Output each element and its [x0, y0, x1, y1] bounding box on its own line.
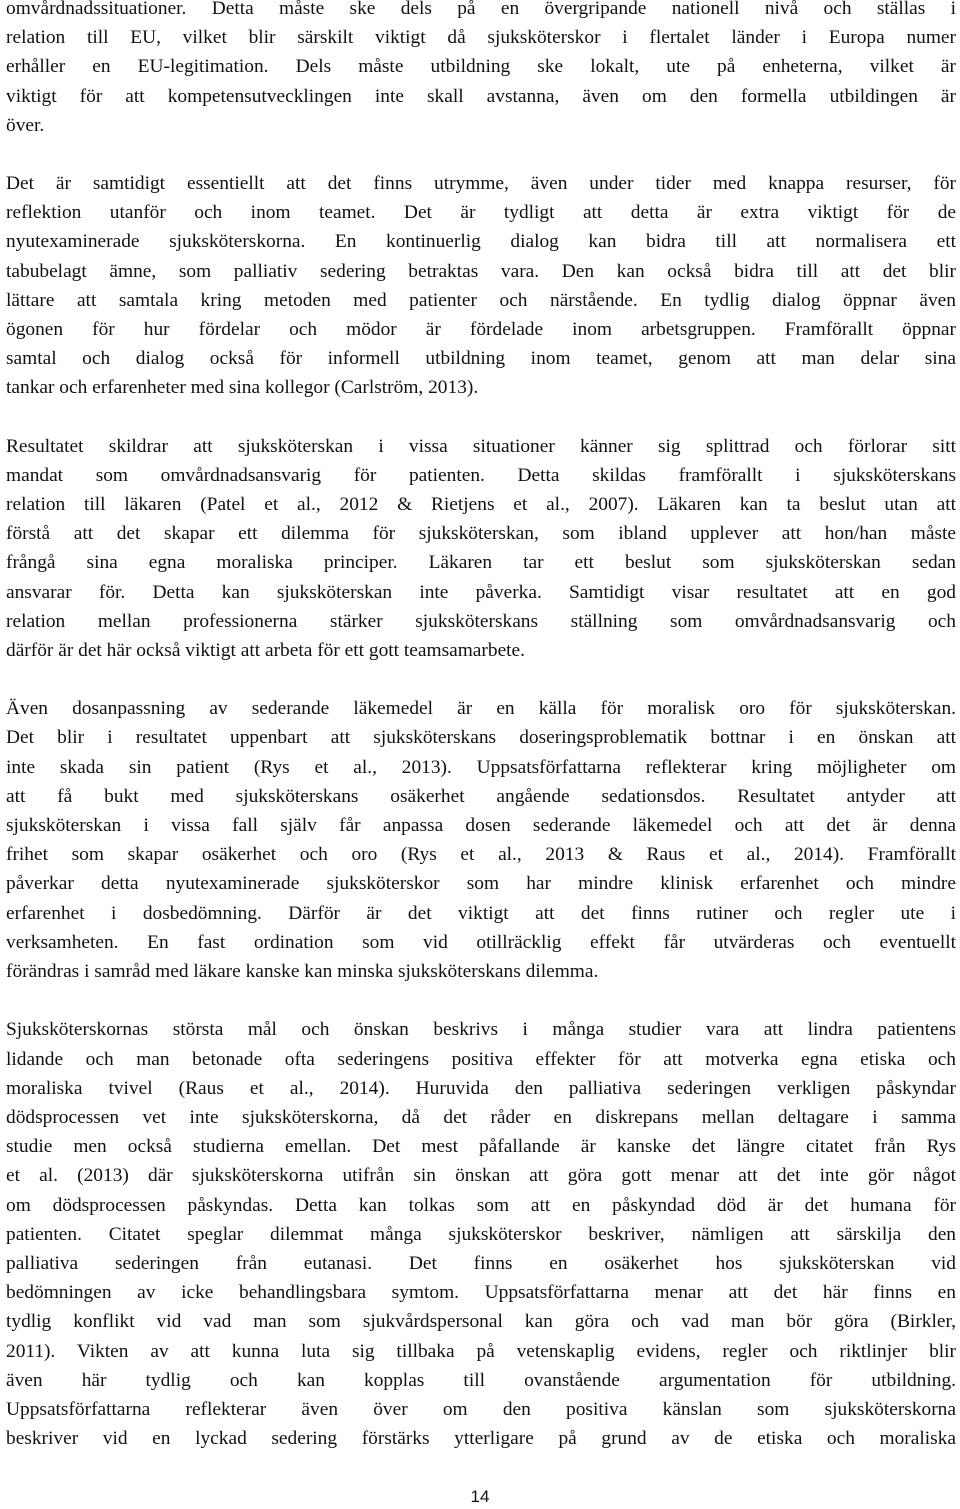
text-line: Även dosanpassning av sederande läkemedel är en källa för moralisk oro för sjuksköterskan. — [6, 698, 956, 720]
paragraph — [6, 169, 956, 403]
text-line: beskriver vid en lyckad sedering förstärks ytterligare på grund av de etiska och moraliska — [6, 1428, 956, 1450]
text-line: om dödsprocessen påskyndas. Detta kan tolkas som att en påskyndad död är det humana för — [6, 1194, 956, 1216]
text-line: bedömningen av icke behandlingsbara symtom. Uppsatsförfattarna menar att det här finns en — [6, 1282, 956, 1304]
body-text — [6, 0, 956, 1453]
text-line: nyutexaminerade sjuksköterskorna. En kontinuerlig dialog kan bidra till att normalisera ett — [6, 231, 956, 253]
page-number: 14 — [470, 1487, 490, 1506]
text-line: frihet som skapar osäkerhet och oro (Rys et al., 2013 & Raus et al., 2014). Framförallt — [6, 844, 956, 866]
text-line: Resultatet skildrar att sjuksköterskan i vissa situationer känner sig splittrad och förlorar sitt — [6, 435, 956, 457]
paragraph-gap — [6, 403, 956, 432]
text-line: erhåller en EU-legitimation. Dels måste utbildning ske lokalt, ute på enheterna, vilket är — [6, 56, 956, 78]
text-line: Det är samtidigt essentiellt att det finns utrymme, även under tider med knappa resurser, för — [6, 173, 956, 195]
text-line: viktigt för att kompetensutvecklingen inte skall avstanna, även om den formella utbildingen är — [6, 85, 956, 107]
text-line: dödsprocessen vet inte sjuksköterskorna, då det råder en diskrepans mellan deltagare i samma — [6, 1106, 956, 1128]
text-line: relation mellan professionerna stärker sjuksköterskans ställning som omvårdnadsansvarig och — [6, 610, 956, 632]
text-line: Det blir i resultatet uppenbart att sjuksköterskans doseringsproblematik bottnar i en önskan att — [6, 727, 956, 749]
text-line: palliativa sederingen från eutanasi. Det finns en osäkerhet hos sjuksköterskan vid — [6, 1252, 956, 1274]
text-line: även här tydlig och kan kopplas till ovanstående argumentation för utbildning. — [6, 1369, 956, 1391]
text-line: ansvarar för. Detta kan sjuksköterskan inte påverka. Samtidigt visar resultatet att en god — [6, 581, 956, 603]
text-line: studie men också studierna emellan. Det mest påfallande är kanske det längre citatet från Rys — [6, 1136, 956, 1158]
text-line: mandat som omvårdnadsansvarig för patienten. Detta skildas framförallt i sjuksköterskans — [6, 464, 956, 486]
text-line: moraliska tvivel (Raus et al., 2014). Huruvida den palliativa sederingen verkligen påskyndar — [6, 1077, 956, 1099]
text-line: ögonen för hur fördelar och mödor är fördelade inom arbetsgruppen. Framförallt öppnar — [6, 319, 956, 341]
text-line: förstå att det skapar ett dilemma för sjuksköterskan, som ibland upplever att hon/han måste — [6, 523, 956, 545]
text-line: reflektion utanför och inom teamet. Det är tydligt att detta är extra viktigt för de — [6, 202, 956, 224]
text-line: tankar och erfarenheter med sina kollegor (Carlström, 2013). — [6, 377, 479, 399]
text-line: tydlig konflikt vid vad man som sjukvårdspersonal kan göra och vad man bör göra (Birkler, — [6, 1311, 956, 1333]
text-line: sjuksköterskan i vissa fall själv får anpassa dosen sederande läkemedel och att det är denna — [6, 815, 956, 837]
text-line: frångå sina egna moraliska principer. Läkaren tar ett beslut som sjuksköterskan sedan — [6, 552, 956, 574]
text-line: över. — [6, 114, 45, 136]
paragraph-gap — [6, 140, 956, 169]
text-line: förändras i samråd med läkare kanske kan minska sjuksköterskans dilemma. — [6, 961, 599, 983]
text-line: erfarenhet i dosbedömning. Därför är det viktigt att det finns rutiner och regler ute i — [6, 902, 956, 924]
text-line: Uppsatsförfattarna reflekterar även över om den positiva känslan som sjuksköterskorna — [6, 1398, 956, 1420]
text-line: inte skada sin patient (Rys et al., 2013). Uppsatsförfattarna reflekterar kring möjligheter om — [6, 756, 956, 778]
text-line: påverkar detta nyutexaminerade sjuksköterskor som har mindre klinisk erfarenhet och mindre — [6, 873, 956, 895]
paragraph — [6, 432, 956, 666]
paragraph — [6, 694, 956, 986]
text-line: 2011). Vikten av att kunna luta sig tillbaka på vetenskaplig evidens, regler och riktlinjer blir — [6, 1340, 956, 1362]
paragraph-gap — [6, 665, 956, 694]
paragraph — [6, 0, 956, 140]
paragraph — [6, 1015, 956, 1453]
text-line: att få bukt med sjuksköterskans osäkerhet angående sedationsdos. Resultatet antyder att — [6, 785, 956, 807]
text-line: tabubelagt ämne, som palliativ sedering betraktas vara. Den kan också bidra till att det blir — [6, 260, 956, 282]
document-page — [6, 0, 956, 1453]
text-line: Sjuksköterskornas största mål och önskan beskrivs i många studier vara att lindra patientens — [6, 1019, 956, 1041]
text-line: relation till EU, vilket blir särskilt viktigt då sjuksköterskor i flertalet länder i Europa numer — [6, 27, 956, 49]
text-line: därför är det här också viktigt att arbeta för ett gott teamsamarbete. — [6, 640, 526, 662]
text-line: patienten. Citatet speglar dilemmat många sjuksköterskor beskriver, nämligen att särskilja den — [6, 1223, 956, 1245]
text-line: verksamheten. En fast ordination som vid otillräcklig effekt får utvärderas och eventuellt — [6, 931, 956, 953]
text-line: samtal och dialog också för informell utbildning inom teamet, genom att man delar sina — [6, 348, 956, 370]
text-line: omvårdnadssituationer. Detta måste ske dels på en övergripande nationell nivå och ställas i — [6, 0, 956, 19]
text-line: lidande och man betonade ofta sederingens positiva effekter för att motverka egna etiska och — [6, 1048, 956, 1070]
paragraph-gap — [6, 986, 956, 1015]
text-line: relation till läkaren (Patel et al., 2012 & Rietjens et al., 2007). Läkaren kan ta beslut utan att — [6, 494, 956, 516]
text-line: et al. (2013) där sjuksköterskorna utifrån sin önskan att göra gott menar att det inte gör något — [6, 1165, 956, 1187]
text-line: lättare att samtala kring metoden med patienter och närstående. En tydlig dialog öppnar även — [6, 289, 956, 311]
